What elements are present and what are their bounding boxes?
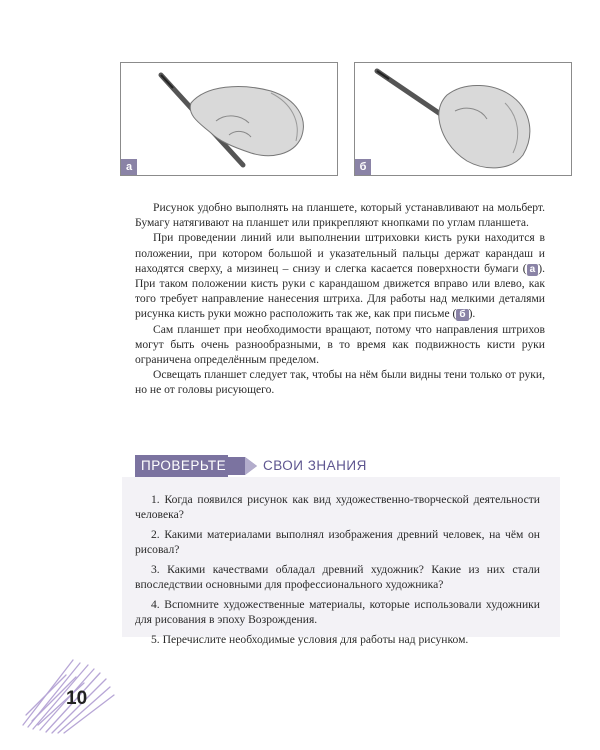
figure-ref-b: б: [456, 309, 468, 321]
question-item: 5. Перечислите необходимые условия для работы над рисунком.: [151, 633, 469, 646]
paragraph-2: [135, 230, 545, 321]
question-item: 3. Какими качествами обладал древний художник? Какие из них стали впоследствии основными для профессионального художника?: [135, 563, 540, 591]
check-knowledge-header: [135, 455, 545, 477]
hand-pencil-writing-icon: [355, 63, 571, 175]
question-item: 2. Какими материалами выполнял изображения древний человек, на чём он рисовал?: [135, 528, 540, 556]
paragraph-1: Рисунок удобно выполнять на планшете, который устанавливают на мольберт. Бумагу натягивают на планшет или прикрепляют кнопками по углам планшета.: [135, 201, 545, 230]
question-item: 1. Когда появился рисунок как вид художественно-творческой деятельности человека?: [135, 493, 540, 521]
figure-ref-a: а: [527, 264, 539, 276]
header-title: СВОИ ЗНАНИЯ: [263, 458, 367, 473]
figure-a-label: а: [121, 159, 137, 175]
figure-b: [354, 62, 572, 176]
paragraph-2-text-3: ).: [468, 307, 476, 321]
questions-list: [135, 492, 540, 652]
hand-pencil-overhand-icon: [121, 63, 337, 175]
paragraph-4: Освещать планшет следует так, чтобы на нём были видны тени только от руки, но не от головы рисующего.: [135, 368, 545, 397]
paragraph-3: Сам планшет при необходимости вращают, потому что направления штрихов могут быть очень разнообразными, в то время как подвижность кисти руки ограничена определённым пределом.: [135, 322, 545, 367]
paragraph-2-text-2: ). При таком положении кисть руки с карандашом движется вправо или влево, как того требует направление нанесения штриха. Для работы над мелкими деталями рисунка кисть руки можно расположить так же, как при письме (: [135, 261, 545, 321]
body-text: [135, 200, 545, 398]
pencil-tip-icon: [227, 457, 259, 475]
page-number: 10: [66, 688, 88, 709]
question-item: 4. Вспомните художественные материалы, которые использовали художники для рисования в эпоху Возрождения.: [135, 598, 540, 626]
figure-a: [120, 62, 338, 176]
paragraph-2-text-1: При проведении линий или выполнении штриховки кисть руки находится в положении, при котором большой и указательный пальцы держат карандаш и находятся сверху, а мизинец – снизу и слегка касается поверхности бумаги (: [135, 231, 545, 275]
header-label: ПРОВЕРЬТЕ: [135, 455, 228, 477]
figure-b-label: б: [355, 159, 371, 175]
